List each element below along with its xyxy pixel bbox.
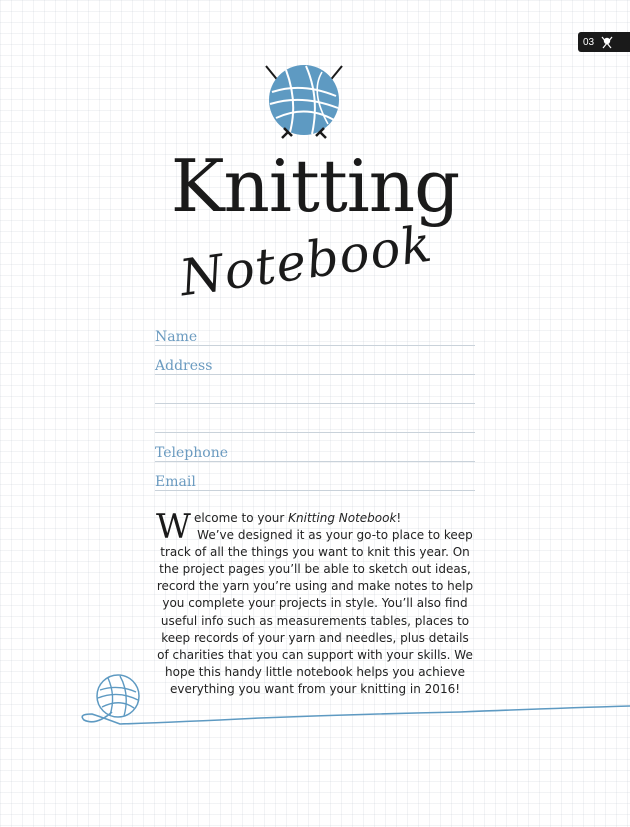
dropcap: W: [156, 507, 191, 547]
intro-line1-end: !: [396, 511, 402, 525]
address-field[interactable]: [155, 347, 475, 375]
intro-text: [154, 507, 476, 698]
intro-first-line: [154, 510, 476, 527]
page-number: 03: [583, 36, 595, 48]
intro-body: We’ve designed it as your go-to place to keep track of all the things you want to knit this year. On the project pages you’ll be able to sketch out ideas, record the yarn you’re using and make notes to help you complete your projects in style. You’ll also find useful info such as measurements tables, places to keep records of your yarn and needles, plus details of charities that you can support with your skills. We hope this handy little notebook helps you achieve everything you want from your knitting in 2016!: [156, 528, 474, 696]
address-line-3[interactable]: [155, 405, 475, 433]
yarn-needles-icon: [600, 35, 614, 49]
telephone-label: Telephone: [155, 445, 229, 461]
yarn-strand-decoration: [0, 690, 630, 740]
email-label: Email: [155, 474, 196, 490]
telephone-field[interactable]: [155, 434, 475, 462]
page-number-badge: [578, 32, 630, 52]
address-label: Address: [155, 358, 213, 374]
name-label: Name: [155, 329, 198, 345]
name-field[interactable]: [155, 318, 475, 346]
yarn-ball-needles-icon: [262, 62, 346, 142]
page-subtitle: Notebook: [176, 214, 436, 308]
contact-form: [155, 318, 475, 492]
address-line-2[interactable]: [155, 376, 475, 404]
page-title: Knitting: [170, 144, 460, 228]
notebook-name: Knitting Notebook: [288, 511, 397, 525]
email-field[interactable]: [155, 463, 475, 491]
intro-line1-text: elcome to your: [193, 511, 289, 525]
